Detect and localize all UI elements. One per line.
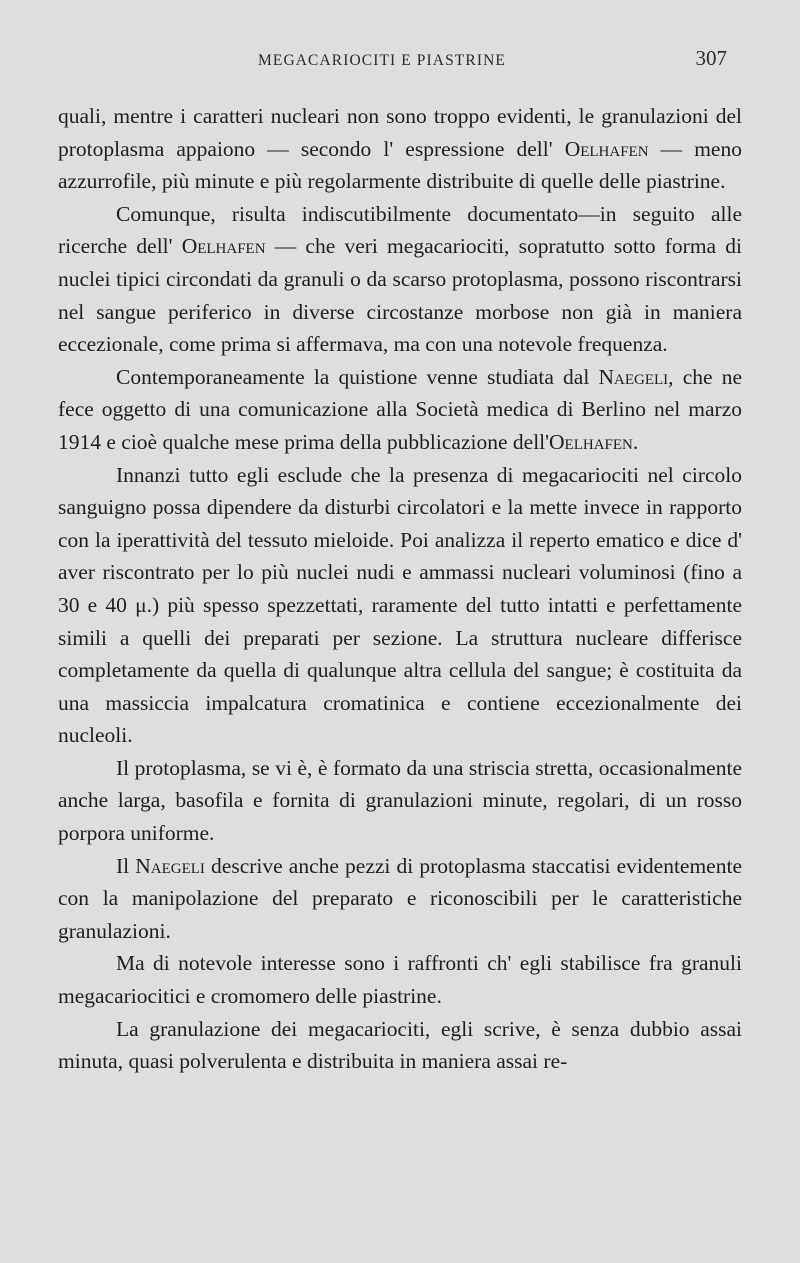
body-text <box>58 100 742 1078</box>
paragraph <box>58 459 742 752</box>
paragraph <box>58 850 742 948</box>
page-number: 307 <box>695 46 727 70</box>
text-run: . <box>632 429 639 454</box>
running-head: MEGACARIOCITI E PIASTRINE <box>258 52 506 69</box>
paragraph <box>58 198 742 361</box>
text-run: — meno azzurrofile, più minute e più regolarmente distribuite di quelle delle piastrine. <box>58 136 742 194</box>
text-run: Il <box>116 853 136 878</box>
text-run: quali, mentre i caratteri nucleari non sono troppo evidenti, le granulazioni del protoplasma appaiono — secondo l' espressione dell' <box>58 104 742 161</box>
paragraph <box>58 947 742 1012</box>
paragraph <box>58 1013 742 1078</box>
author-name: Naegeli <box>135 853 205 878</box>
text-run: descrive anche pezzi di protoplasma staccatisi evidentemente con la manipolazione del preparato e riconoscibili per le caratteristiche granulazioni. <box>58 853 742 943</box>
paragraph <box>58 100 742 198</box>
paragraph <box>58 361 742 459</box>
paragraph <box>58 752 742 850</box>
text-run: Innanzi tutto egli esclude che la presenza di megacariociti nel circolo sanguigno possa dipendere da disturbi circolatori e la mette invece in rapporto con la iperattività del tessuto mieloide. Poi analizza il reperto ematico e dice d' aver riscontrato per lo più nuclei nudi e ammassi nucleari voluminosi (fino a 30 e 40 μ.) più spesso spezzettati, raramente del tutto intatti e perfettamente simili a quelli dei preparati per sezione. La struttura nucleare differisce completamente da quella di qualunque altra cellula del sangue; è costituita da una massiccia impalcatura cromatinica e contiene eccezionalmente dei nucleoli. <box>58 462 742 748</box>
author-name: Naegeli <box>598 364 669 389</box>
text-run: — che veri megacariociti, sopratutto sotto forma di nuclei tipici circondati da granuli o da scarso protoplasma, possono riscontrarsi nel sangue periferico in diverse circostanze morbose non già in maniera eccezionale, come prima si affermava, ma con una notevole frequenza. <box>58 234 743 357</box>
text-run: Ma di notevole interesse sono i raffronti ch' egli stabilisce fra granuli megacariocitici e cromomero delle piastrine. <box>58 951 742 1009</box>
author-name: Oelhafen <box>564 136 649 161</box>
text-run: , che ne fece oggetto di una comunicazione alla Società medica di Berlino nel marzo 1914 e cioè qualche mese prima della pubblicazione dell' <box>58 364 742 454</box>
author-name: Oelhafen <box>549 429 633 454</box>
author-name: Oelhafen <box>181 234 266 259</box>
text-run: La granulazione dei megacariociti, egli scrive, è senza dubbio assai minuta, quasi polverulenta e distribuita in maniera assai re- <box>58 1016 742 1074</box>
text-run: Il protoplasma, se vi è, è formato da una striscia stretta, occasionalmente anche larga, basofila e fornita di granulazioni minute, regolari, di un rosso porpora uniforme. <box>58 755 742 846</box>
text-run: Comunque, risulta indiscutibilmente documentato—in seguito alle ricerche dell' <box>58 201 742 259</box>
text-run: Contemporaneamente la quistione venne studiata dal <box>116 364 599 389</box>
